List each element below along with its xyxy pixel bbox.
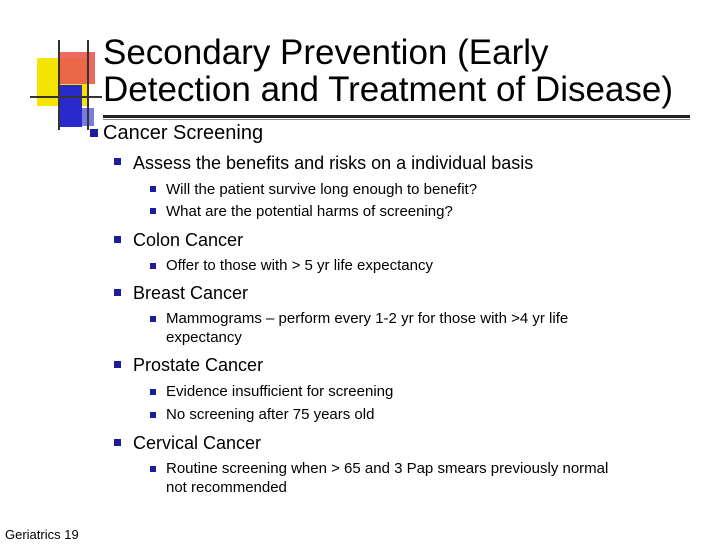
sub-bullet xyxy=(150,208,156,214)
sub-item: Mammograms – perform every 1-2 yr for those with >4 yr life xyxy=(166,310,569,327)
deco-red-block xyxy=(60,52,95,84)
bullet-item xyxy=(114,236,121,243)
sub-item: No screening after 75 years old xyxy=(166,406,375,423)
sub-item-continuation: not recommended xyxy=(166,479,287,496)
sub-item: What are the potential harms of screening? xyxy=(166,203,453,220)
sub-item: Offer to those with > 5 yr life expectancy xyxy=(166,257,433,274)
slide-title xyxy=(103,34,713,108)
bullet-item xyxy=(114,289,121,296)
sub-item: Will the patient survive long enough to benefit? xyxy=(166,181,478,198)
sub-bullet xyxy=(150,316,156,322)
sub-bullet xyxy=(150,263,156,269)
bullet-heading xyxy=(90,129,98,137)
title-underline xyxy=(103,115,690,118)
sub-item: Routine screening when > 65 and 3 Pap smears previously normal xyxy=(166,460,609,477)
deco-hline xyxy=(30,96,102,98)
sub-bullet xyxy=(150,389,156,395)
sub-bullet xyxy=(150,186,156,192)
bullet-item xyxy=(114,158,121,165)
list-item: Cervical Cancer xyxy=(133,433,262,453)
list-item: Breast Cancer xyxy=(133,283,249,303)
title-line-2: Detection and Treatment of Disease) xyxy=(103,70,674,109)
bullet-item xyxy=(114,439,121,446)
title-underline-thin xyxy=(103,119,690,120)
sub-bullet xyxy=(150,466,156,472)
bullet-item xyxy=(114,361,121,368)
slide-footer: Geriatrics 19 xyxy=(5,527,79,542)
deco-blue-block xyxy=(60,85,82,127)
list-item: Colon Cancer xyxy=(133,230,244,250)
list-item: Assess the benefits and risks on a individual basis xyxy=(133,153,534,173)
sub-item: Evidence insufficient for screening xyxy=(166,383,394,400)
deco-vline-1 xyxy=(58,40,60,130)
sub-item-continuation: expectancy xyxy=(166,329,242,346)
title-line-1: Secondary Prevention (Early xyxy=(103,33,549,72)
sub-bullet xyxy=(150,412,156,418)
section-heading: Cancer Screening xyxy=(103,122,264,144)
list-item: Prostate Cancer xyxy=(133,355,264,375)
deco-vline-2 xyxy=(87,40,89,130)
